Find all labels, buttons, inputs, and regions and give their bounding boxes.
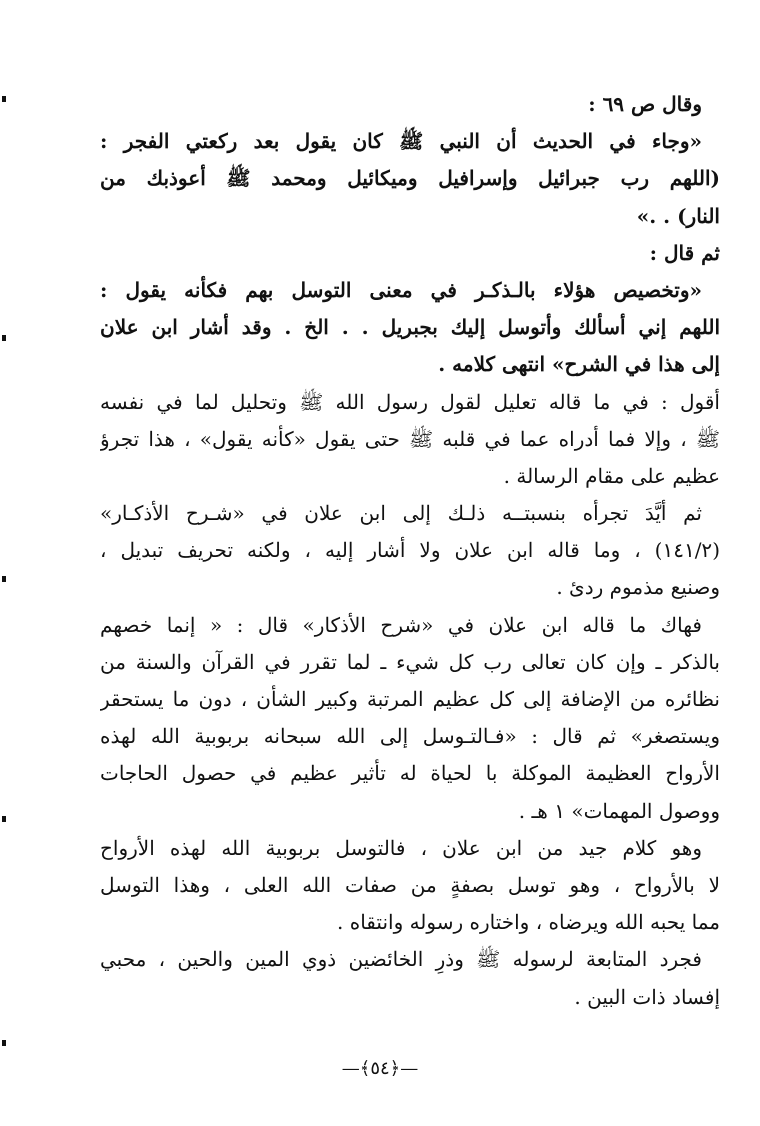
text-line: وهو كلام جيد من ابن علان ، فالتوسل بربوبية الله لهذه الأرواح [100,835,702,860]
text-line: (١٤١/٢) ، وما قاله ابن علان ولا أشار إليه ، ولكنه تحريف تبديل ، [100,538,720,563]
margin-mark [2,96,6,102]
text-line: ثم أيَّدَ تجرأه بنسبتــه ذلـك إلى ابن علان في «شـرح الأذكـار» [100,501,702,526]
text-line: النار) . .» [636,203,720,228]
text-line: عظيم على مقام الرسالة . [503,463,720,488]
text-line: ووصول المهمات» ١ هـ . [518,798,720,823]
text-line: فجرد المتابعة لرسوله ﷺ وذرِ الخائضين ذوي المين والحين ، محبي [100,947,702,972]
page-body [100,86,720,1016]
margin-mark [2,335,6,341]
text-line: «وتخصيص هؤلاء بالـذكـر في معنى التوسل بهم فكأنه يقول : [100,277,702,302]
text-line: ويستصغر» ثم قال : «فـالتـوسل إلى الله سبحانه بربوبية الله لهذه [100,724,720,749]
text-line: إلى هذا في الشرح» انتهى كلامه . [438,352,720,377]
text-line: نظائره من الإضافة إلى كل عظيم المرتبة وكبير الشأن ، دون ما يستحقر [100,687,720,711]
text-line: اللهم إني أسألك وأتوسل إليك بجبريل . . الخ . وقد أشار ابن علان [100,315,720,340]
margin-mark [2,816,6,822]
text-line: وقال ص ٦٩ : [588,92,702,116]
text-line: «وجاء في الحديث أن النبي ﷺ كان يقول بعد ركعتي الفجر : [100,129,702,154]
text-line: إفساد ذات البين . [574,984,720,1009]
text-line: أقول : في ما قاله تعليل لقول رسول الله ﷺ وتحليل لما في نفسه [100,389,720,414]
margin-mark [2,576,6,582]
text-line: مما يحبه الله ويرضاه ، واختاره رسوله وانتقاه . [337,910,720,935]
text-line: ﷺ ، وإلا فما أدراه عما في قلبه ﷺ حتى يقول «كأنه يقول» ، هذا تجرؤ [100,426,720,451]
text-line: وصنيع مذموم ردئ . [556,575,720,600]
text-line: (اللهم رب جبرائيل وإسرافيل وميكائيل ومحمد ﷺ أعوذبك من [100,166,720,191]
page-number: —﴿٥٤﴾— [341,1058,419,1079]
text-line: ثم قال : [649,240,720,265]
margin-mark [2,1040,6,1046]
text-line: الأرواح العظيمة الموكلة با لحياة له تأثير عظيم في حصول الحاجات [100,761,720,786]
text-line: فهاك ما قاله ابن علان في «شرح الأذكار» قال : « إنما خصهم [100,612,702,637]
text-line: لا بالأرواح ، وهو توسل بصفةٍ من صفات الله العلى ، وهذا التوسل [100,872,720,897]
text-line: بالذكر ـ وإن كان تعالى رب كل شيء ـ لما تقرر في القرآن والسنة من [100,649,720,674]
